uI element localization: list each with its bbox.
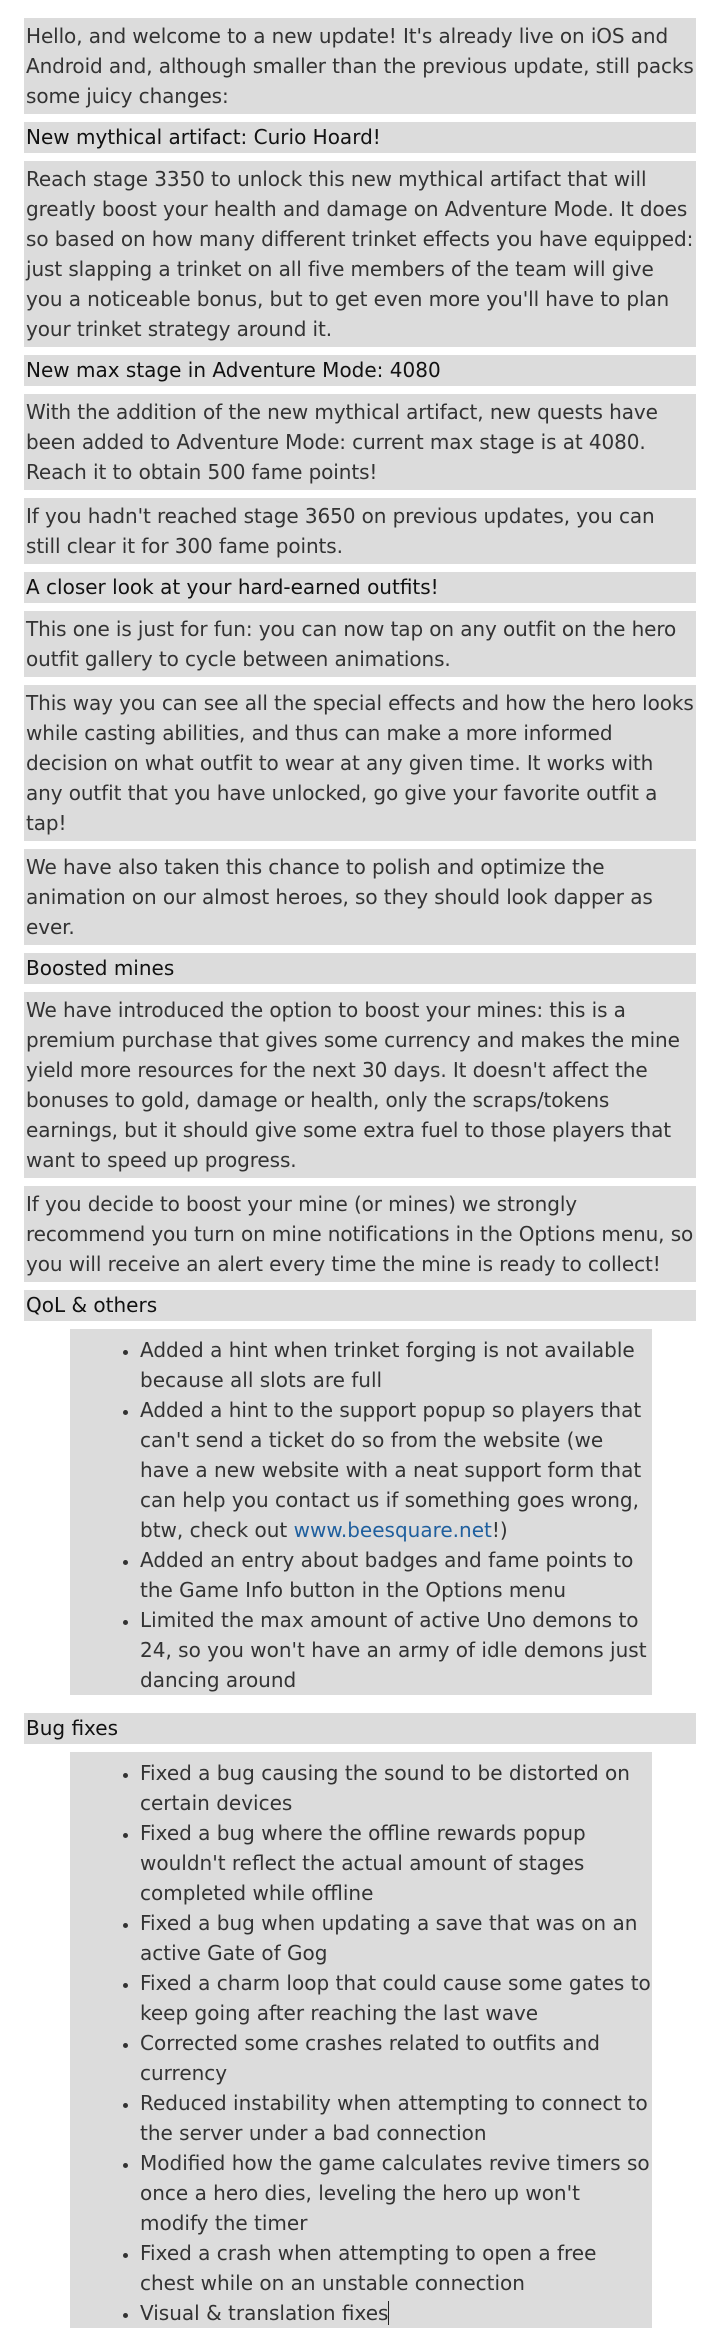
list-item-text[interactable]: Visual & translation fixes (140, 2301, 389, 2325)
list-item-text: Added a hint to the support popup so players that can't send a ticket do so from the website (we have a new website with a neat support form that can help you contact us if something goes wrong, btw, check out (140, 1398, 642, 1542)
list-item: • Fixed a bug where the offline rewards popup wouldn't reflect the actual amount of stages completed while offline (140, 1818, 652, 1908)
list-item: • Fixed a bug when updating a save that was on an active Gate of Gog (140, 1908, 652, 1968)
qol-list-box (70, 1329, 652, 1695)
list-item (140, 2298, 652, 2328)
list-item: • Added an entry about badges and fame points to the Game Info button in the Options menu (140, 1545, 652, 1605)
mines-paragraph-2: If you decide to boost your mine (or mines) we strongly recommend you turn on mine notifications in the Options menu, so you will receive an alert every time the mine is ready to collect! (24, 1186, 696, 1282)
outfits-paragraph-3: We have also taken this chance to polish and optimize the animation on our almost heroes, so they should look dapper as ever. (24, 849, 696, 945)
list-item: • Modified how the game calculates revive timers so once a hero dies, leveling the hero up won't modify the timer (140, 2148, 652, 2238)
website-link[interactable]: www.beesquare.net (293, 1518, 492, 1542)
list-item: • Fixed a crash when attempting to open a free chest while on an unstable connection (140, 2238, 652, 2298)
artifact-heading: New mythical artifact: Curio Hoard! (24, 122, 696, 153)
max-stage-heading: New max stage in Adventure Mode: 4080 (24, 355, 696, 386)
outfits-paragraph-1: This one is just for fun: you can now tap on any outfit on the hero outfit gallery to cycle between animations. (24, 611, 696, 677)
bugs-list-box (70, 1752, 652, 2328)
list-item: • Limited the max amount of active Uno demons to 24, so you won't have an army of idle demons just dancing around (140, 1605, 652, 1695)
artifact-paragraph: Reach stage 3350 to unlock this new mythical artifact that will greatly boost your health and damage on Adventure Mode. It does so based on how many different trinket effects you have equipped: just slapping a trinket on all five members of the team will give you a noticeable bonus, but to get even more you'll have to plan your trinket strategy around it. (24, 161, 696, 347)
mines-paragraph-1: We have introduced the option to boost your mines: this is a premium purchase that gives some currency and makes the mine yield more resources for the next 30 days. It doesn't affect the bonuses to gold, damage or health, only the scraps/tokens earnings, but it should give some extra fuel to those players that want to speed up progress. (24, 992, 696, 1178)
bugs-heading: Bug fixes (24, 1713, 696, 1744)
list-item: • Reduced instability when attempting to connect to the server under a bad connection (140, 2088, 652, 2148)
intro-paragraph: Hello, and welcome to a new update! It's already live on iOS and Android and, although smaller than the previous update, still packs some juicy changes: (24, 18, 696, 114)
list-item (140, 1395, 652, 1545)
list-item: • Added a hint when trinket forging is not available because all slots are full (140, 1335, 652, 1395)
list-item: • Fixed a charm loop that could cause some gates to keep going after reaching the last wave (140, 1968, 652, 2028)
max-stage-paragraph-1: With the addition of the new mythical artifact, new quests have been added to Adventure Mode: current max stage is at 4080. Reach it to obtain 500 fame points! (24, 394, 696, 490)
outfits-paragraph-2: This way you can see all the special effects and how the hero looks while casting abilities, and thus can make a more informed decision on what outfit to wear at any given time. It works with any outfit that you have unlocked, go give your favorite outfit a tap! (24, 685, 696, 841)
bugs-list (70, 1758, 652, 2328)
mines-heading: Boosted mines (24, 953, 696, 984)
qol-heading: QoL & others (24, 1290, 696, 1321)
outfits-heading: A closer look at your hard-earned outfits! (24, 572, 696, 603)
list-item: • Fixed a bug causing the sound to be distorted on certain devices (140, 1758, 652, 1818)
max-stage-paragraph-2: If you hadn't reached stage 3650 on previous updates, you can still clear it for 300 fame points. (24, 498, 696, 564)
list-item-suffix: !) (491, 1518, 508, 1542)
qol-list (70, 1335, 652, 1695)
list-item: • Corrected some crashes related to outfits and currency (140, 2028, 652, 2088)
